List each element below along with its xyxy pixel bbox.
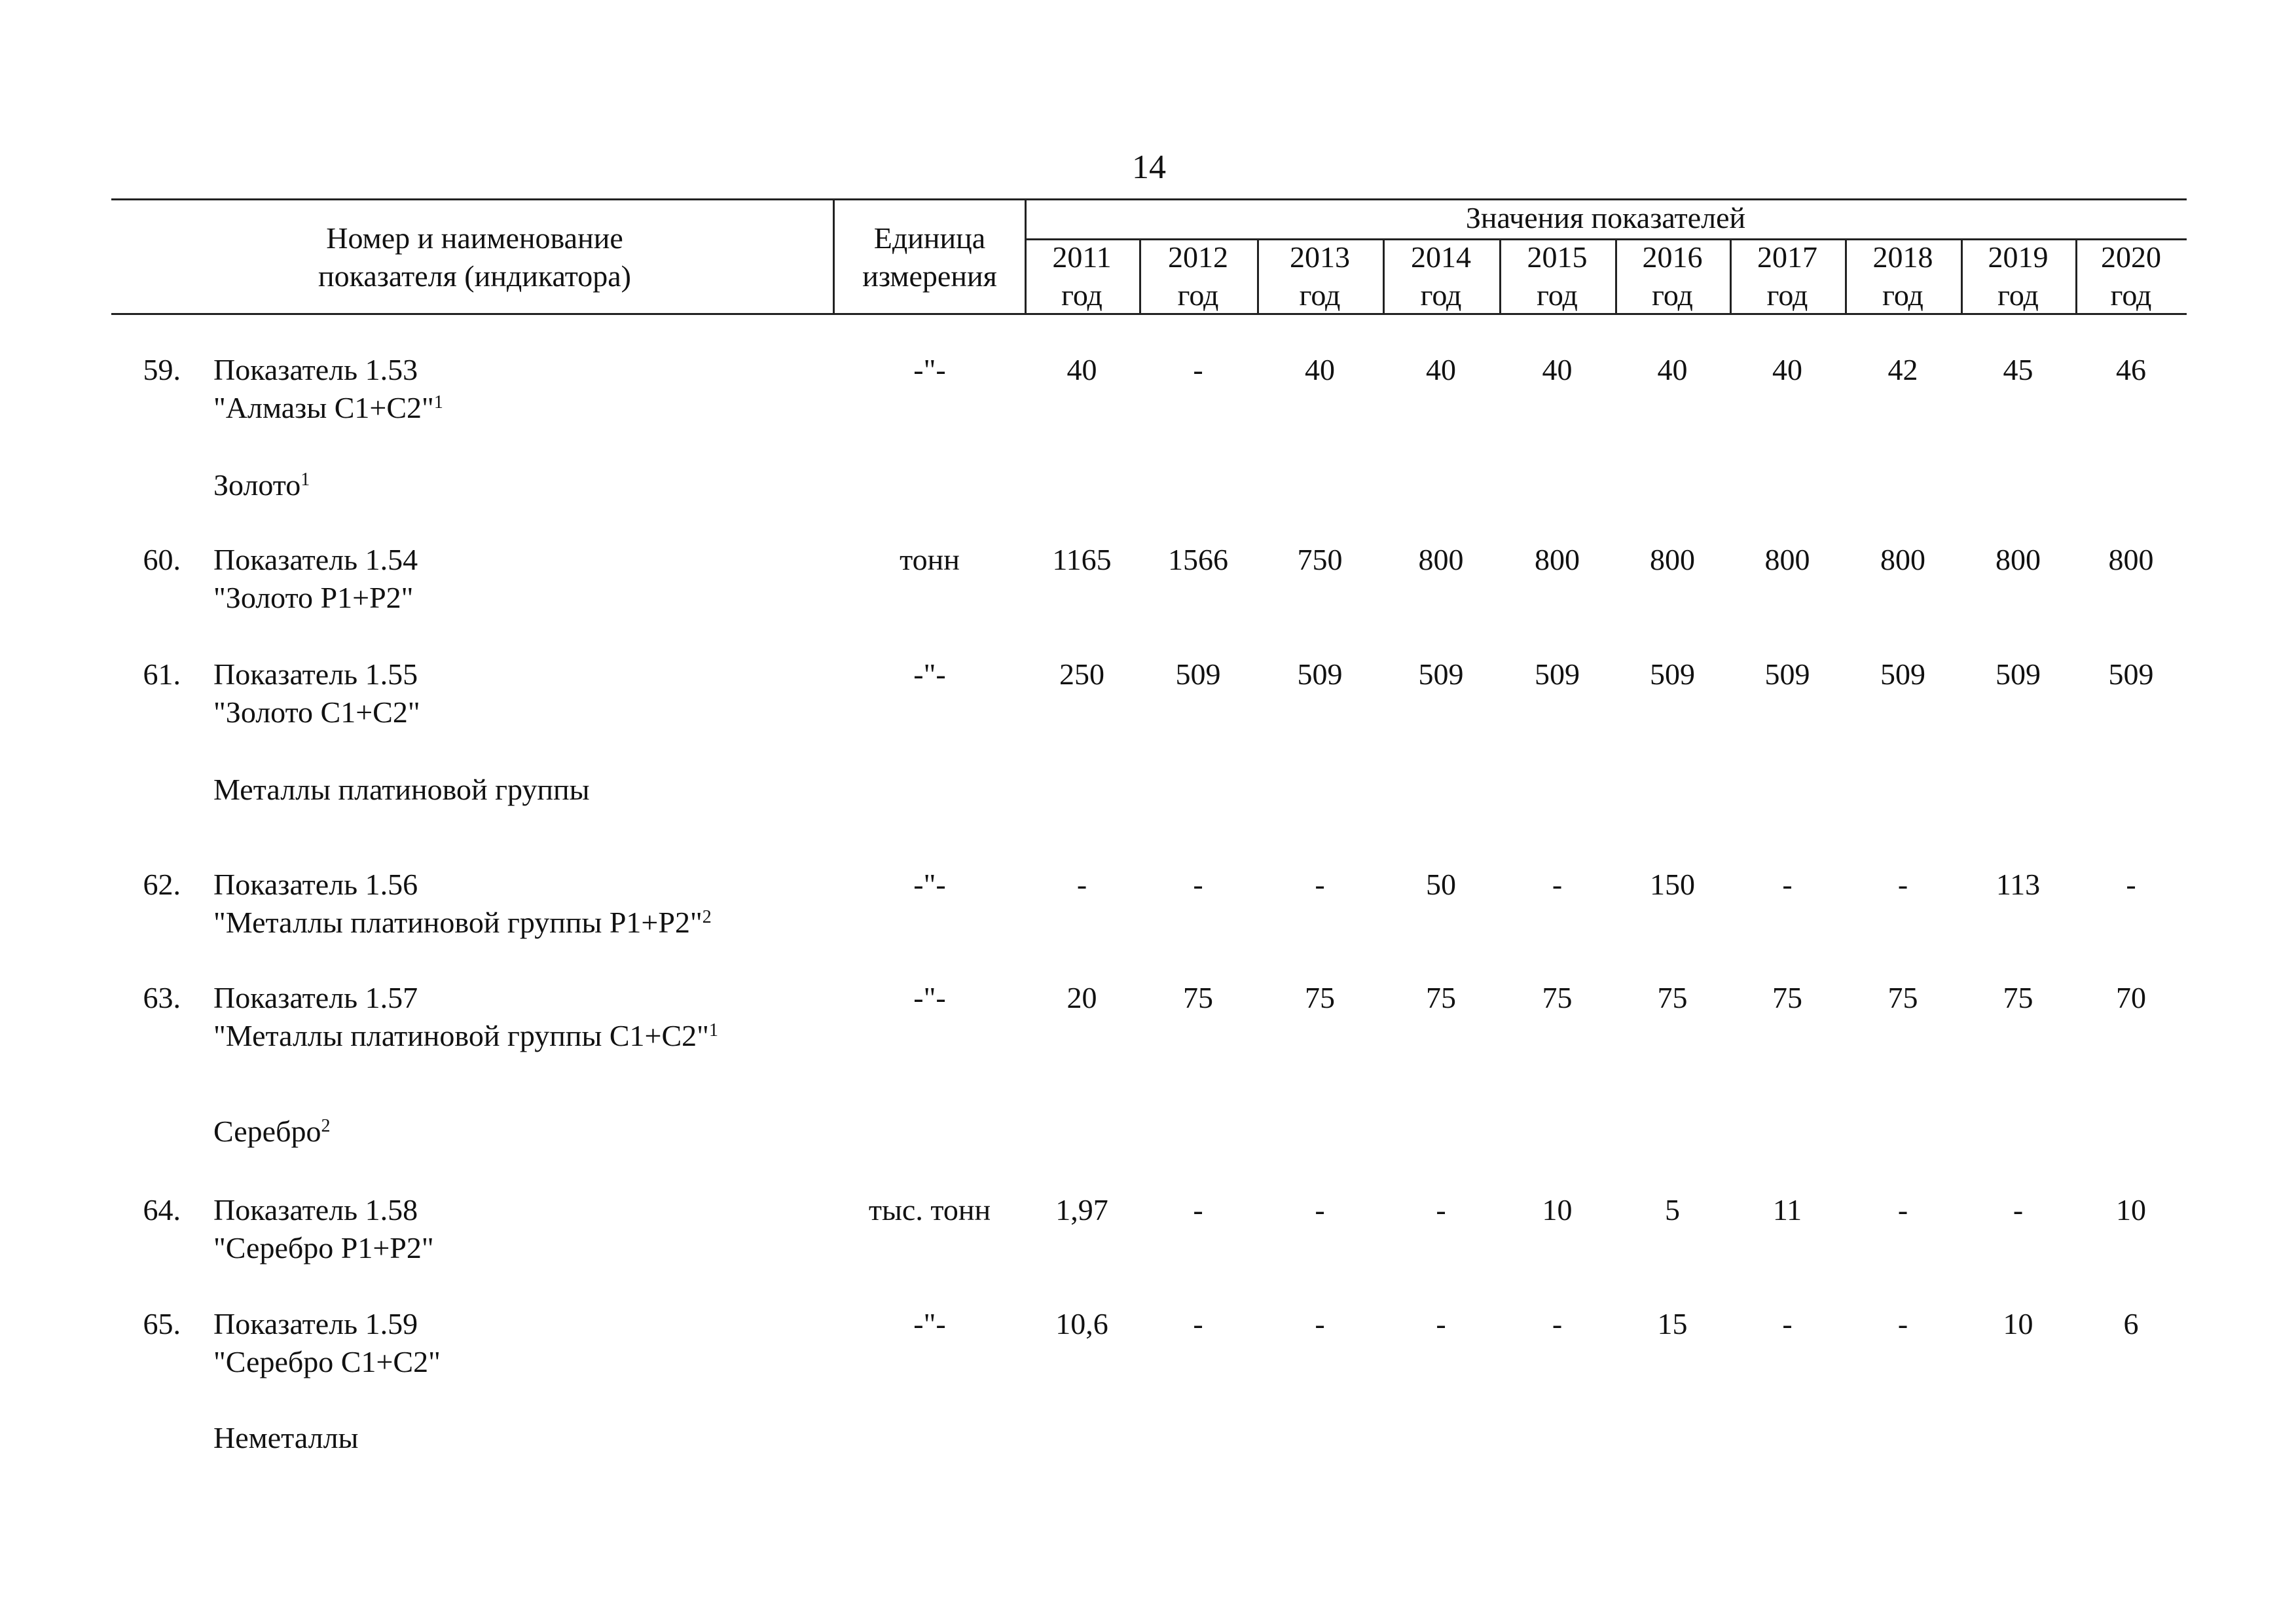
unit-cell: -"- <box>913 657 946 691</box>
indicator-subtitle-text: "Металлы платиновой группы С1+С2" <box>213 1019 709 1052</box>
year-header-word: год <box>1420 278 1462 312</box>
row-number: 61. <box>143 657 181 691</box>
value-cell-2015: 800 <box>1535 543 1580 576</box>
section-heading-text: Неметаллы <box>213 1421 359 1454</box>
value-cell-2019: - <box>2013 1193 2024 1227</box>
section-heading <box>213 1419 358 1457</box>
table-row <box>0 541 2296 619</box>
value-cell-2016: 15 <box>1657 1307 1688 1340</box>
value-cell-2018: - <box>1897 1193 1908 1227</box>
year-header-word: год <box>1652 278 1693 312</box>
value-cell-2011: 1,97 <box>1055 1193 1108 1227</box>
value-cell-2017: 75 <box>1772 981 1802 1014</box>
value-cell-2012: - <box>1193 868 1203 901</box>
indicator-subtitle <box>213 904 842 942</box>
value-cell-2017: 11 <box>1772 1193 1802 1227</box>
footnote-marker: 1 <box>433 392 443 413</box>
year-header-word: год <box>2110 278 2152 312</box>
indicator-subtitle <box>213 693 842 731</box>
indicator-title: Показатель 1.55 <box>213 657 418 691</box>
unit-cell: -"- <box>913 1307 946 1340</box>
value-cell-2013: 40 <box>1305 353 1335 386</box>
row-number: 60. <box>143 543 181 576</box>
year-header-2012: 2012 <box>1168 240 1228 274</box>
value-cell-2017: - <box>1782 868 1793 901</box>
year-header-2011: 2011 <box>1052 240 1112 274</box>
indicator-name <box>213 866 842 942</box>
value-cell-2020: 509 <box>2108 657 2154 691</box>
indicator-title: Показатель 1.59 <box>213 1307 418 1340</box>
footnote-marker: 2 <box>702 907 712 927</box>
value-cell-2014: 509 <box>1418 657 1464 691</box>
header-name-column: Номер и наименование показателя (индикатора) <box>318 221 631 293</box>
year-header-word: год <box>1882 278 1923 312</box>
value-cell-2015: 40 <box>1542 353 1573 386</box>
indicator-name <box>213 1305 842 1381</box>
year-header-word: год <box>1061 278 1102 312</box>
value-cell-2018: 800 <box>1880 543 1925 576</box>
value-cell-2020: 10 <box>2116 1193 2146 1227</box>
value-cell-2016: 75 <box>1657 981 1688 1014</box>
value-cell-2013: - <box>1315 1307 1325 1340</box>
value-cell-2016: 800 <box>1650 543 1695 576</box>
value-cell-2017: 40 <box>1772 353 1802 386</box>
year-header-2016: 2016 <box>1642 240 1703 274</box>
indicator-title: Показатель 1.58 <box>213 1193 418 1227</box>
header-unit-column: Единица измерения <box>862 221 997 293</box>
section-heading-text: Металлы платиновой группы <box>213 773 590 806</box>
indicator-subtitle-text: "Алмазы С1+С2" <box>213 391 434 424</box>
value-cell-2015: 509 <box>1535 657 1580 691</box>
row-number: 62. <box>143 868 181 901</box>
value-cell-2014: 75 <box>1426 981 1456 1014</box>
unit-cell: тонн <box>900 543 960 576</box>
unit-cell: тыс. тонн <box>868 1193 991 1227</box>
table-row <box>0 1305 2296 1384</box>
value-cell-2017: - <box>1782 1307 1793 1340</box>
row-number: 63. <box>143 981 181 1014</box>
value-cell-2019: 75 <box>2003 981 2033 1014</box>
value-cell-2011: 250 <box>1059 657 1104 691</box>
value-cell-2019: 113 <box>1995 868 2041 901</box>
table-row <box>0 866 2296 944</box>
indicator-subtitle <box>213 1017 842 1055</box>
value-cell-2013: 750 <box>1297 543 1343 576</box>
value-cell-2018: 509 <box>1880 657 1925 691</box>
value-cell-2011: 1165 <box>1052 543 1112 576</box>
section-heading-text: Золото <box>213 468 301 502</box>
unit-cell: -"- <box>913 353 946 386</box>
year-header-2014: 2014 <box>1411 240 1471 274</box>
value-cell-2020: 6 <box>2123 1307 2139 1340</box>
value-cell-2018: 42 <box>1887 353 1918 386</box>
indicator-title: Показатель 1.56 <box>213 868 418 901</box>
value-cell-2014: 800 <box>1418 543 1464 576</box>
indicator-subtitle-text: "Золото Р1+Р2" <box>213 581 414 614</box>
value-cell-2016: 509 <box>1650 657 1695 691</box>
indicator-title: Показатель 1.54 <box>213 543 418 576</box>
value-cell-2015: - <box>1552 1307 1563 1340</box>
value-cell-2019: 509 <box>1995 657 2041 691</box>
value-cell-2018: 75 <box>1887 981 1918 1014</box>
row-number: 64. <box>143 1193 181 1227</box>
value-cell-2016: 5 <box>1665 1193 1680 1227</box>
value-cell-2019: 45 <box>2003 353 2033 386</box>
table-row <box>0 979 2296 1058</box>
value-cell-2011: 10,6 <box>1055 1307 1108 1340</box>
value-cell-2019: 800 <box>1995 543 2041 576</box>
value-cell-2012: - <box>1193 1193 1203 1227</box>
indicator-name <box>213 1191 842 1267</box>
section-heading <box>213 771 590 809</box>
indicator-subtitle-text: "Золото С1+С2" <box>213 695 420 729</box>
value-cell-2020: - <box>2126 868 2136 901</box>
year-header-word: год <box>1766 278 1808 312</box>
indicator-title: Показатель 1.57 <box>213 981 418 1014</box>
value-cell-2013: 75 <box>1305 981 1335 1014</box>
value-cell-2013: 509 <box>1297 657 1343 691</box>
value-cell-2013: - <box>1315 868 1325 901</box>
indicator-subtitle <box>213 1343 842 1381</box>
indicator-name <box>213 351 842 427</box>
value-cell-2020: 70 <box>2116 981 2146 1014</box>
value-cell-2014: 40 <box>1426 353 1456 386</box>
value-cell-2015: 10 <box>1542 1193 1573 1227</box>
year-header-2013: 2013 <box>1290 240 1350 274</box>
value-cell-2012: - <box>1193 353 1203 386</box>
page-number: 14 <box>1132 149 1166 186</box>
value-cell-2018: - <box>1897 1307 1908 1340</box>
value-cell-2015: - <box>1552 868 1563 901</box>
value-cell-2020: 46 <box>2116 353 2146 386</box>
value-cell-2015: 75 <box>1542 981 1573 1014</box>
value-cell-2017: 800 <box>1764 543 1810 576</box>
value-cell-2011: 40 <box>1066 353 1097 386</box>
indicator-subtitle <box>213 389 842 427</box>
value-cell-2011: 20 <box>1066 981 1097 1014</box>
footnote-marker: 1 <box>708 1020 718 1041</box>
value-cell-2020: 800 <box>2108 543 2154 576</box>
value-cell-2016: 40 <box>1657 353 1688 386</box>
value-cell-2011: - <box>1076 868 1087 901</box>
header-values-title: Значения показателей <box>1465 201 1746 234</box>
section-heading <box>213 466 310 504</box>
year-header-word: год <box>1537 278 1578 312</box>
table-row <box>0 1191 2296 1270</box>
section-heading-text: Серебро <box>213 1115 321 1148</box>
indicator-name <box>213 979 842 1055</box>
table-row <box>0 351 2296 430</box>
year-header-2020: 2020 <box>2101 240 2161 274</box>
value-cell-2012: 509 <box>1175 657 1221 691</box>
value-cell-2014: - <box>1436 1193 1446 1227</box>
value-cell-2014: - <box>1436 1307 1446 1340</box>
indicator-name <box>213 541 842 617</box>
indicator-subtitle <box>213 579 842 617</box>
indicator-subtitle-text: "Металлы платиновой группы Р1+Р2" <box>213 906 702 939</box>
indicator-title: Показатель 1.53 <box>213 353 418 386</box>
unit-cell: -"- <box>913 868 946 901</box>
indicator-subtitle <box>213 1229 842 1267</box>
year-header-2015: 2015 <box>1527 240 1588 274</box>
value-cell-2019: 10 <box>2003 1307 2033 1340</box>
footnote-marker: 1 <box>301 470 310 490</box>
section-heading <box>213 1113 330 1151</box>
indicator-subtitle-text: "Серебро С1+С2" <box>213 1345 441 1378</box>
value-cell-2012: - <box>1193 1307 1203 1340</box>
row-number: 65. <box>143 1307 181 1340</box>
year-header-2018: 2018 <box>1872 240 1933 274</box>
value-cell-2012: 75 <box>1183 981 1213 1014</box>
footnote-marker: 2 <box>321 1116 331 1136</box>
year-header-2017: 2017 <box>1757 240 1817 274</box>
col-divider-name-unit <box>833 198 835 313</box>
value-cell-2017: 509 <box>1764 657 1810 691</box>
row-number: 59. <box>143 353 181 386</box>
table-row <box>0 655 2296 734</box>
unit-cell: -"- <box>913 981 946 1014</box>
year-header-word: год <box>1299 278 1341 312</box>
year-header-word: год <box>1997 278 2039 312</box>
value-cell-2012: 1566 <box>1168 543 1228 576</box>
indicator-name <box>213 655 842 731</box>
value-cell-2016: 150 <box>1650 868 1695 901</box>
value-cell-2018: - <box>1897 868 1908 901</box>
value-cell-2014: 50 <box>1426 868 1456 901</box>
year-header-2019: 2019 <box>1988 240 2049 274</box>
indicator-subtitle-text: "Серебро Р1+Р2" <box>213 1231 434 1264</box>
value-cell-2013: - <box>1315 1193 1325 1227</box>
year-header-word: год <box>1177 278 1219 312</box>
